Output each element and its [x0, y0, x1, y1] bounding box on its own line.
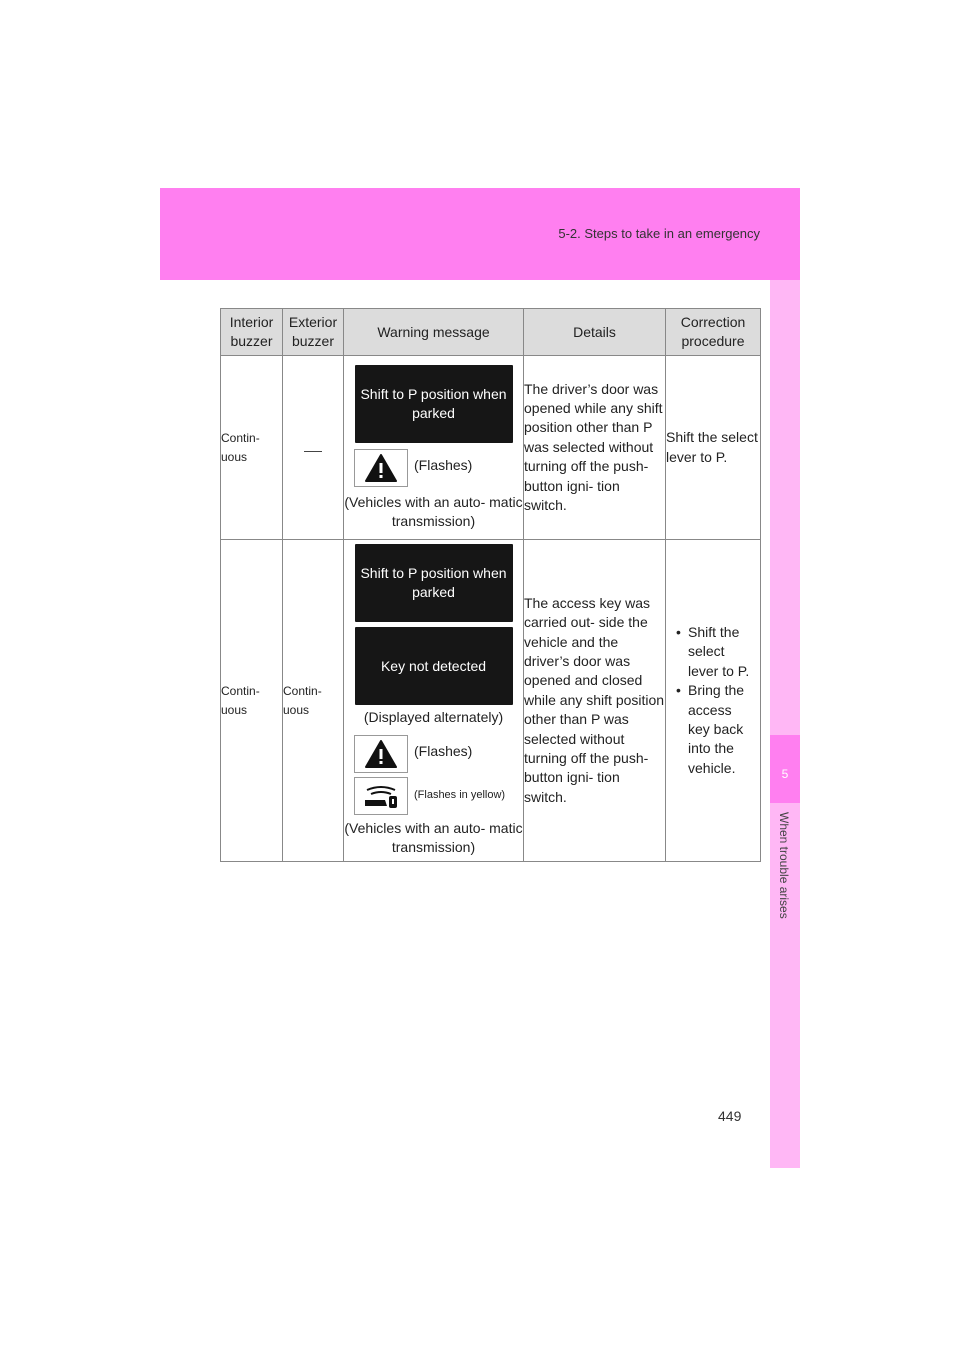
col-exterior-buzzer: Exterior buzzer — [283, 309, 344, 356]
side-strip — [770, 280, 800, 1168]
chapter-label — [772, 812, 798, 952]
message-display-key: Key not detected — [355, 627, 513, 705]
section-title: 5-2. Steps to take in an emergency — [558, 226, 760, 241]
correction-list — [666, 623, 756, 778]
chapter-number: 5 — [781, 767, 789, 781]
table-row — [221, 540, 761, 862]
chapter-tab[interactable] — [770, 735, 800, 803]
table-header-row — [221, 309, 761, 356]
flash-note: (Flashes) — [414, 743, 473, 759]
alternate-note: (Displayed alternately) — [363, 709, 504, 725]
key-indicator-icon — [354, 777, 408, 815]
table-row — [221, 356, 761, 540]
correction-step: • Shift the select lever to P. — [666, 623, 756, 681]
message-display: Shift to P position when parked — [355, 544, 513, 622]
message-display: Shift to P position when parked — [355, 365, 513, 443]
none-dash — [304, 451, 322, 452]
warning-message-cell — [344, 540, 524, 862]
chapter-label-text: When trouble arises — [777, 812, 791, 919]
warning-icon-row — [344, 449, 523, 487]
warning-triangle-icon — [354, 449, 408, 487]
header-band — [160, 188, 800, 280]
interior-buzzer-cell: Contin- uous — [221, 356, 283, 540]
key-icon-row — [344, 777, 523, 815]
interior-buzzer-cell: Contin- uous — [221, 540, 283, 862]
yellow-flash-note: (Flashes in yellow) — [414, 789, 506, 801]
page-number: 449 — [718, 1108, 742, 1124]
flash-note: (Flashes) — [414, 456, 473, 473]
exterior-buzzer-cell: Contin- uous — [283, 540, 344, 862]
vehicle-caption: (Vehicles with an auto- matic transmission) — [344, 493, 523, 529]
col-warning-message: Warning message — [344, 309, 524, 356]
col-details: Details — [524, 309, 666, 356]
details-cell: The access key was carried out- side the vehicle and the driver’s door was opened and closed while any shift position other than P was selected without turning off the push-button igni- tion switch. — [524, 540, 666, 862]
details-cell: The driver’s door was opened while any shift position other than P was selected without turning off the push-button igni- tion switch. — [524, 356, 666, 540]
warning-triangle-icon — [354, 735, 408, 773]
exterior-buzzer-cell — [283, 356, 344, 540]
correction-step: • Bring the access key back into the vehicle. — [666, 681, 756, 778]
correction-cell — [666, 540, 761, 862]
warning-table — [220, 308, 761, 862]
col-interior-buzzer: Interior buzzer — [221, 309, 283, 356]
correction-cell: Shift the select lever to P. — [666, 356, 761, 540]
col-correction: Correction procedure — [666, 309, 761, 356]
warning-message-cell — [344, 356, 524, 540]
warning-icon-row — [344, 735, 523, 773]
vehicle-caption: (Vehicles with an auto- matic transmission) — [344, 820, 523, 855]
